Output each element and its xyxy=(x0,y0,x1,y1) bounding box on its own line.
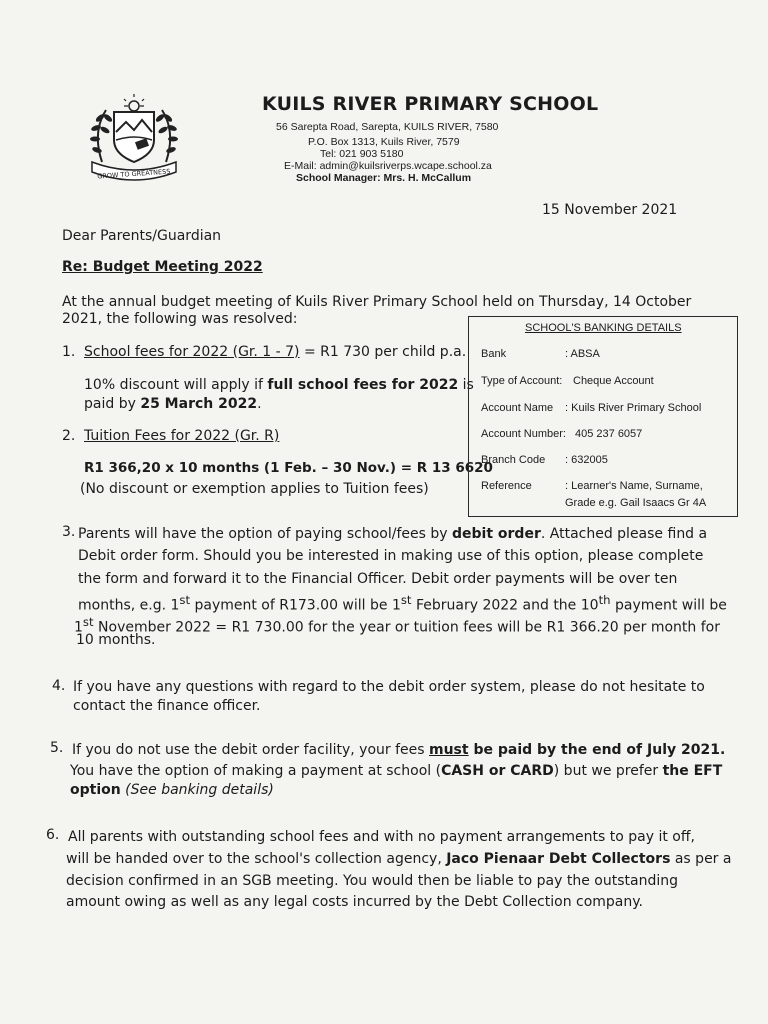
letter-date: 15 November 2021 xyxy=(542,202,678,218)
item-4-line-2: contact the finance officer. xyxy=(73,698,261,714)
item-5-l1c: be paid by the end of July 2021. xyxy=(468,742,726,758)
item-5-line-3 xyxy=(70,782,274,798)
item-2-calculation: R1 366,20 x 10 months (1 Feb. – 30 Nov.) = R 13 6620 xyxy=(84,460,493,476)
crest-motto: GROW TO GREATNESS xyxy=(97,167,171,181)
address-po-box: P.O. Box 1313, Kuils River, 7579 xyxy=(308,136,460,148)
account-name-label: Account Name xyxy=(481,402,554,414)
item-6-line-2 xyxy=(66,851,731,867)
account-name-value: : Kuils River Primary School xyxy=(565,402,702,414)
item-5-number: 5. xyxy=(50,740,64,756)
school-name: KUILS RIVER PRIMARY SCHOOL xyxy=(262,93,599,115)
bank-value: : ABSA xyxy=(565,348,600,360)
item-1-amount: = R1 730 per child p.a. xyxy=(299,344,467,360)
item-1-number: 1. xyxy=(62,344,76,360)
subject-line: Re: Budget Meeting 2022 xyxy=(62,259,263,275)
item-6-line-3: decision confirmed in an SGB meeting. You would then be liable to pay the outstanding xyxy=(66,873,678,889)
item-5-l2a: You have the option of making a payment at school ( xyxy=(70,763,442,779)
reference-label: Reference xyxy=(481,480,532,492)
reference-value-1: : Learner's Name, Surname, xyxy=(565,480,703,492)
item-5-line-2 xyxy=(70,763,722,779)
item-5-l3b: (See banking details) xyxy=(120,782,274,798)
item-3-l4c: payment of R173.00 will be 1 xyxy=(190,597,401,614)
item-5-l2c: ) but we prefer xyxy=(553,763,663,779)
item-3-l1c: . Attached please find a xyxy=(540,526,708,542)
school-manager: School Manager: Mrs. H. McCallum xyxy=(296,172,472,184)
item-1-heading: School fees for 2022 (Gr. 1 - 7) xyxy=(84,344,300,360)
item-6-number: 6. xyxy=(46,827,60,843)
item-3-line-2: Debit order form. Should you be interested in making use of this option, please complete xyxy=(78,548,704,564)
item-3-line-4 xyxy=(78,593,727,614)
item-3-l4a: months, e.g. 1 xyxy=(78,597,180,614)
item-4-number: 4. xyxy=(52,678,66,694)
item-3-l4e: February 2022 and the 10 xyxy=(411,597,599,614)
item-2-heading: Tuition Fees for 2022 (Gr. R) xyxy=(84,428,280,444)
account-type-value: Cheque Account xyxy=(573,375,654,387)
item-2-number: 2. xyxy=(62,428,76,444)
item-3-l5b: st xyxy=(82,615,94,629)
item-4-line-1: If you have any questions with regard to the debit order system, please do not hesitate to xyxy=(73,679,705,695)
item-1-paid-a: paid by xyxy=(84,396,141,412)
item-3-number: 3. xyxy=(62,524,76,540)
account-type-label: Type of Account: xyxy=(481,375,563,387)
item-3-line-5 xyxy=(74,615,720,636)
item-5-l2b: CASH or CARD xyxy=(441,763,554,779)
item-3-l1a: Parents will have the option of paying school/fees by xyxy=(78,526,452,542)
branch-code-label: Branch Code xyxy=(481,454,546,466)
item-1-heading-line xyxy=(84,344,466,360)
item-1-paid-b: 25 March 2022 xyxy=(140,396,258,412)
reference-value-2: Grade e.g. Gail Isaacs Gr 4A xyxy=(565,497,707,509)
item-3-l4b: st xyxy=(179,593,191,607)
item-5-l1a: If you do not use the debit order facility, your fees xyxy=(72,742,429,758)
item-1-discount-c: is xyxy=(458,377,474,393)
banking-details-title: SCHOOL'S BANKING DETAILS xyxy=(525,322,682,334)
item-6-l2c: as per a xyxy=(670,851,732,867)
item-3-line-3: the form and forward it to the Financial Officer. Debit order payments will be over ten xyxy=(78,571,678,587)
branch-code-value: : 632005 xyxy=(565,454,608,466)
item-6-l2b: Jaco Pienaar Debt Collectors xyxy=(446,851,671,867)
item-1-discount-line xyxy=(84,377,474,393)
item-1-discount-b: full school fees for 2022 xyxy=(267,377,459,393)
item-3-l5c: November 2022 = R1 730.00 for the year or tuition fees will be R1 366.20 per month for xyxy=(93,619,720,636)
banking-details-box xyxy=(468,316,738,517)
item-1-paid-line xyxy=(84,396,262,412)
item-6-l2a: will be handed over to the school's collection agency, xyxy=(66,851,447,867)
account-number-value: 405 237 6057 xyxy=(575,428,643,440)
intro-line-1: At the annual budget meeting of Kuils River Primary School held on Thursday, 14 October xyxy=(62,294,692,310)
intro-line-2: 2021, the following was resolved: xyxy=(62,311,298,327)
item-3-l4f: th xyxy=(598,593,611,607)
item-5-l1b: must xyxy=(429,742,469,758)
address-street: 56 Sarepta Road, Sarepta, KUILS RIVER, 7580 xyxy=(276,121,499,133)
school-crest-logo xyxy=(84,92,184,184)
item-3-line-1 xyxy=(78,526,707,542)
item-6-line-4: amount owing as well as any legal costs incurred by the Debt Collection company. xyxy=(66,894,643,910)
salutation: Dear Parents/Guardian xyxy=(62,228,222,244)
item-3-l4d: st xyxy=(400,593,412,607)
item-3-l5a: 1 xyxy=(74,619,83,636)
item-5-line-1 xyxy=(72,742,725,758)
item-3-line-6: 10 months. xyxy=(76,632,156,648)
item-2-note: (No discount or exemption applies to Tuition fees) xyxy=(80,481,429,497)
item-3-l4g: payment will be xyxy=(610,597,727,614)
telephone: Tel: 021 903 5180 xyxy=(320,148,404,160)
account-number-label: Account Number: xyxy=(481,428,566,440)
bank-label: Bank xyxy=(481,348,507,360)
item-5-l2d: the EFT xyxy=(662,763,723,779)
item-5-l3a: option xyxy=(70,782,121,798)
email: E-Mail: admin@kuilsriverps.wcape.school.za xyxy=(284,160,492,172)
item-1-paid-c: . xyxy=(257,396,262,412)
item-6-line-1: All parents with outstanding school fees and with no payment arrangements to pay it off, xyxy=(68,829,695,845)
item-3-l1b: debit order xyxy=(452,526,541,542)
item-1-discount-a: 10% discount will apply if xyxy=(84,377,268,393)
